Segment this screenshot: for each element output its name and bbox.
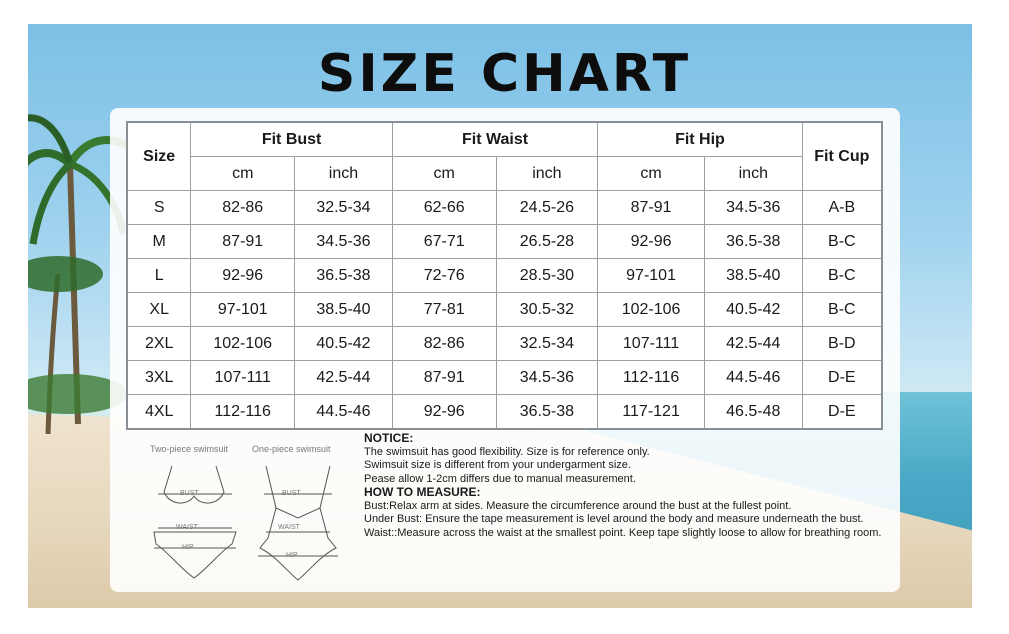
table-row — [127, 225, 882, 259]
measure-cell: 32.5-34 — [496, 327, 598, 361]
fit-cup-header: Fit Cup — [802, 122, 882, 191]
how-to-measure-heading: HOW TO MEASURE: — [364, 485, 481, 499]
measure-cell: 36.5-38 — [704, 225, 802, 259]
measure-cell: 34.5-36 — [295, 225, 393, 259]
measure-cell: 82-86 — [392, 327, 496, 361]
how-line: Under Bust: Ensure the tape measurement is level around the body and measure underneath the bust. — [364, 513, 864, 525]
measure-cell: B-C — [802, 293, 882, 327]
how-line: Waist::Measure across the waist at the smallest point. Keep tape slightly loose to allow for breathing room. — [364, 526, 882, 539]
measure-cell: 38.5-40 — [704, 259, 802, 293]
notice-line: Pease allow 1-2cm differs due to manual measurement. — [364, 472, 636, 485]
measure-cell: 42.5-44 — [704, 327, 802, 361]
measure-cell: 102-106 — [191, 327, 295, 361]
notice-section — [364, 432, 884, 540]
measure-diagrams — [140, 440, 345, 588]
table-row — [127, 327, 882, 361]
bust-label: BUST — [282, 490, 301, 497]
notice-line: Swimsuit size is different from your undergarment size. — [364, 459, 631, 471]
fit-hip-header: Fit Hip — [598, 122, 802, 157]
size-cell: S — [127, 191, 191, 225]
measure-cell: 107-111 — [598, 327, 705, 361]
measure-cell: 77-81 — [392, 293, 496, 327]
notice-heading: NOTICE: — [364, 431, 414, 445]
table-body — [127, 191, 882, 430]
two-piece-label: Two-piece swimsuit — [150, 444, 229, 454]
unit-cell: inch — [496, 157, 598, 191]
measure-cell: 67-71 — [392, 225, 496, 259]
how-line: Bust:Relax arm at sides. Measure the circumference around the bust at the fullest point. — [364, 499, 792, 512]
measure-cell: 32.5-34 — [295, 191, 393, 225]
table-row — [127, 259, 882, 293]
table-row — [127, 361, 882, 395]
size-cell: L — [127, 259, 191, 293]
measure-cell: 112-116 — [598, 361, 705, 395]
measure-cell: 34.5-36 — [704, 191, 802, 225]
measure-cell: B-D — [802, 327, 882, 361]
size-cell: 4XL — [127, 395, 191, 430]
bust-label: BUST — [180, 490, 199, 497]
measure-cell: 36.5-38 — [496, 395, 598, 430]
measure-cell: 97-101 — [598, 259, 705, 293]
measure-cell: 72-76 — [392, 259, 496, 293]
measure-cell: B-C — [802, 259, 882, 293]
size-cell: M — [127, 225, 191, 259]
measure-cell: 24.5-26 — [496, 191, 598, 225]
measure-cell: A-B — [802, 191, 882, 225]
measure-cell: 62-66 — [392, 191, 496, 225]
unit-cell: inch — [704, 157, 802, 191]
unit-cell: cm — [191, 157, 295, 191]
fit-waist-header: Fit Waist — [392, 122, 597, 157]
measure-cell: B-C — [802, 225, 882, 259]
measure-cell: 34.5-36 — [496, 361, 598, 395]
fit-bust-header: Fit Bust — [191, 122, 392, 157]
measure-cell: 102-106 — [598, 293, 705, 327]
measure-cell: 87-91 — [392, 361, 496, 395]
table-row — [127, 293, 882, 327]
measure-cell: 82-86 — [191, 191, 295, 225]
table-row — [127, 395, 882, 430]
size-cell: 3XL — [127, 361, 191, 395]
measure-cell: D-E — [802, 395, 882, 430]
measure-cell: 36.5-38 — [295, 259, 393, 293]
measure-cell: 107-111 — [191, 361, 295, 395]
waist-label: WAIST — [278, 524, 300, 531]
one-piece-label: One-piece swimsuit — [252, 444, 331, 454]
measure-cell: 92-96 — [392, 395, 496, 430]
table-header-row — [127, 122, 882, 157]
measure-cell: 87-91 — [191, 225, 295, 259]
size-cell: 2XL — [127, 327, 191, 361]
table-row — [127, 191, 882, 225]
unit-cell: cm — [598, 157, 705, 191]
measure-cell: 44.5-46 — [704, 361, 802, 395]
measure-cell: 44.5-46 — [295, 395, 393, 430]
measure-cell: 112-116 — [191, 395, 295, 430]
measure-cell: 38.5-40 — [295, 293, 393, 327]
measure-cell: 40.5-42 — [704, 293, 802, 327]
measure-cell: 46.5-48 — [704, 395, 802, 430]
size-table — [126, 121, 883, 430]
size-header: Size — [127, 122, 191, 191]
measure-cell: 92-96 — [191, 259, 295, 293]
measure-cell: 117-121 — [598, 395, 705, 430]
measure-cell: 87-91 — [598, 191, 705, 225]
unit-cell: inch — [295, 157, 393, 191]
measure-cell: 40.5-42 — [295, 327, 393, 361]
notice-line: The swimsuit has good flexibility. Size is for reference only. — [364, 445, 650, 458]
swimsuit-diagram-icon — [140, 448, 345, 588]
measure-cell: D-E — [802, 361, 882, 395]
waist-label: WAIST — [176, 524, 198, 531]
page-title: SIZE CHART — [317, 44, 692, 104]
hip-label: HIP — [286, 552, 298, 559]
measure-cell: 28.5-30 — [496, 259, 598, 293]
table-units-row — [127, 157, 882, 191]
size-cell: XL — [127, 293, 191, 327]
measure-cell: 92-96 — [598, 225, 705, 259]
measure-cell: 26.5-28 — [496, 225, 598, 259]
measure-cell: 97-101 — [191, 293, 295, 327]
measure-cell: 30.5-32 — [496, 293, 598, 327]
measure-cell: 42.5-44 — [295, 361, 393, 395]
unit-cell: cm — [392, 157, 496, 191]
hip-label: HIP — [182, 544, 194, 551]
